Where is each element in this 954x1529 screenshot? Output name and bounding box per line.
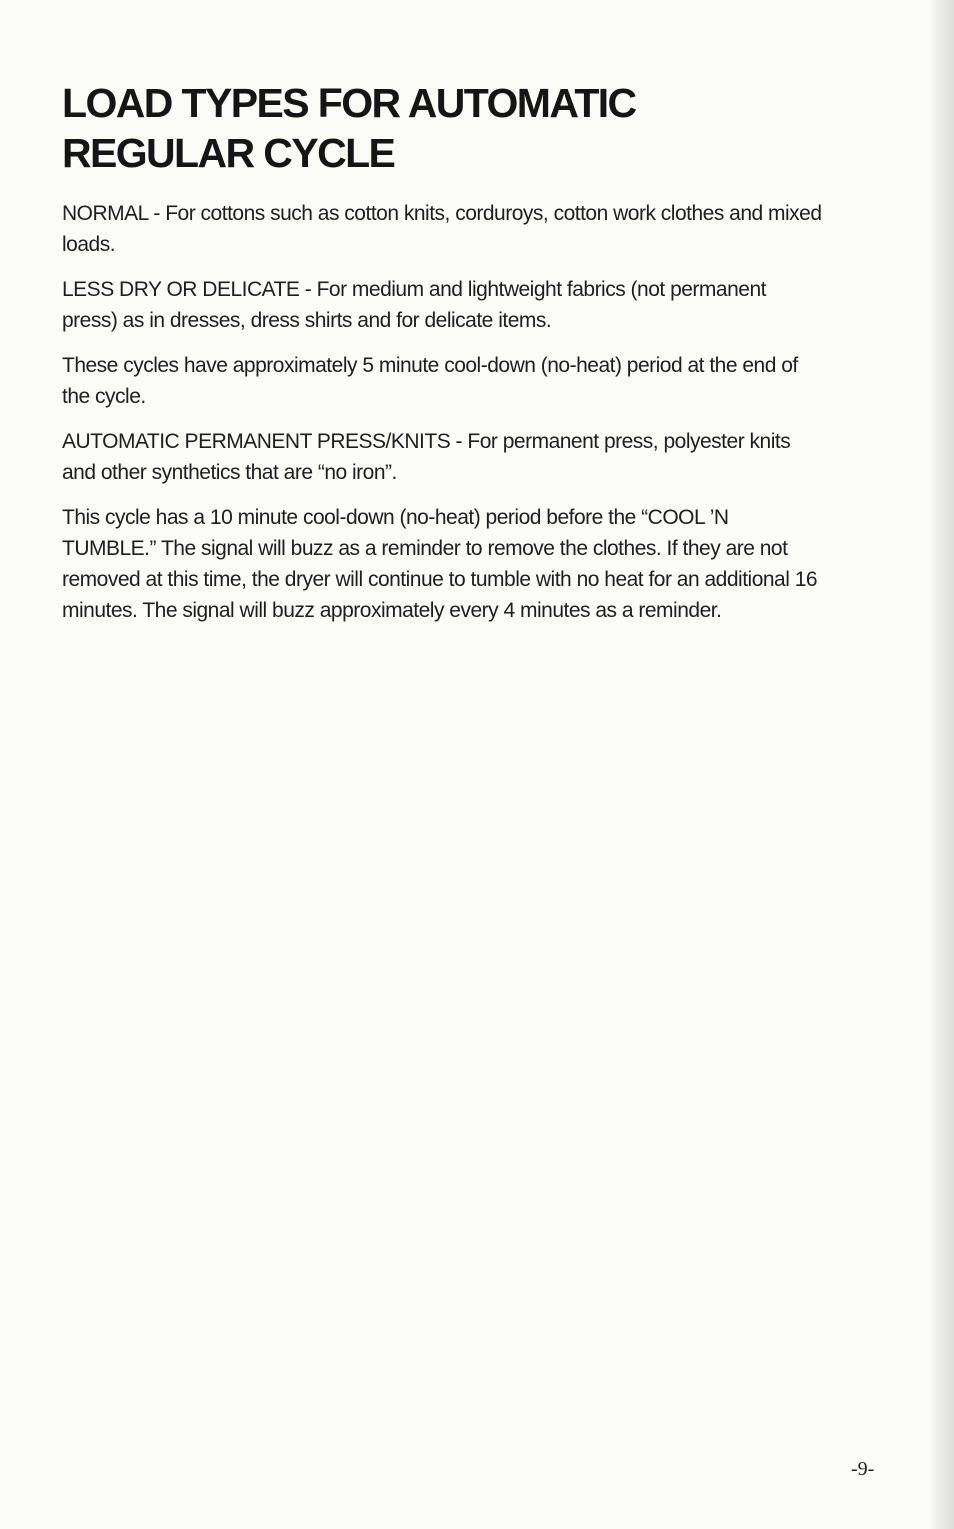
body-text <box>62 198 822 640</box>
paragraph-permanent-press: AUTOMATIC PERMANENT PRESS/KNITS - For permanent press, polyester knits and other synthetics that are “no iron”. <box>62 430 791 484</box>
paragraph-less-dry-delicate: LESS DRY OR DELICATE - For medium and lightweight fabrics (not permanent press) as in dresses, dress shirts and for delicate items. <box>62 278 766 332</box>
paragraph-cooldown-note: These cycles have approximately 5 minute cool-down (no-heat) period at the end of the cycle. <box>62 354 798 408</box>
page-number: -9- <box>851 1458 875 1480</box>
heading-line-2: REGULAR CYCLE <box>62 130 395 176</box>
paragraph-normal: NORMAL - For cottons such as cotton knits, corduroys, cotton work clothes and mixed loads. <box>62 202 822 256</box>
heading-line-1: LOAD TYPES FOR AUTOMATIC <box>62 80 636 126</box>
page-heading <box>62 78 822 178</box>
paragraph-cool-n-tumble: This cycle has a 10 minute cool-down (no-heat) period before the “COOL ’N TUMBLE.” The signal will buzz as a reminder to remove the clothes. If they are not removed at this time, the dryer will continue to tumble with no heat for an additional 16 minutes. The signal will buzz approximately every 4 minutes as a reminder. <box>62 506 818 622</box>
